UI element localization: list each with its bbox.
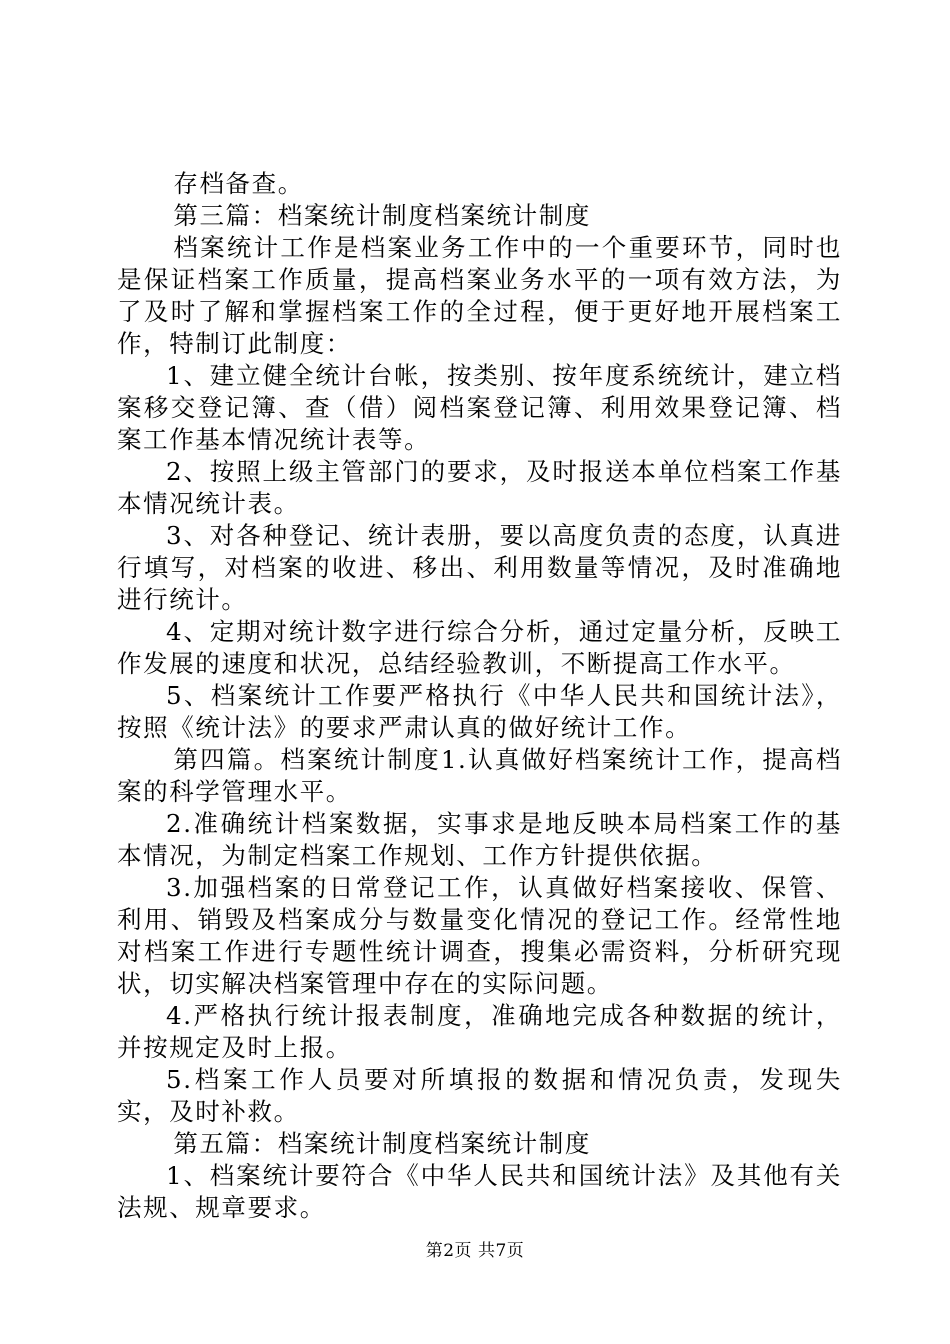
section-heading: 第五篇：档案统计制度档案统计制度 — [173, 1129, 591, 1158]
paragraph: 存档备查。 — [173, 169, 304, 198]
paragraph: 5、档案统计工作要严格执行《中华人民共和国统计法》，按照《统计法》的要求严肃认真的做好统计工作。 — [117, 681, 842, 742]
document-body — [0, 168, 950, 1224]
page-footer: 第2页 共7页 — [425, 1241, 525, 1261]
paragraph: 2.准确统计档案数据，实事求是地反映本局档案工作的基本情况，为制定档案工作规划、工作方针提供依据。 — [117, 809, 842, 870]
paragraph: 档案统计工作是档案业务工作中的一个重要环节，同时也是保证档案工作质量，提高档案业务水平的一项有效方法，为了及时了解和掌握档案工作的全过程，便于更好地开展档案工作，特制订此制度： — [117, 233, 842, 358]
section-heading: 第四篇。档案统计制度1.认真做好档案统计工作，提高档案的科学管理水平。 — [117, 745, 842, 806]
section-heading: 第三篇：档案统计制度档案统计制度 — [173, 201, 591, 230]
paragraph: 3、对各种登记、统计表册，要以高度负责的态度，认真进行填写，对档案的收进、移出、利用数量等情况，及时准确地进行统计。 — [117, 521, 842, 614]
paragraph: 1、档案统计要符合《中华人民共和国统计法》及其他有关法规、规章要求。 — [117, 1161, 842, 1222]
paragraph: 2、按照上级主管部门的要求，及时报送本单位档案工作基本情况统计表。 — [117, 457, 842, 518]
paragraph: 5.档案工作人员要对所填报的数据和情况负责，发现失实，及时补救。 — [117, 1065, 842, 1126]
paragraph: 1、建立健全统计台帐，按类别、按年度系统统计，建立档案移交登记簿、查（借）阅档案登记簿、利用效果登记簿、档案工作基本情况统计表等。 — [117, 361, 842, 454]
paragraph: 3.加强档案的日常登记工作，认真做好档案接收、保管、利用、销毁及档案成分与数量变化情况的登记工作。经常性地对档案工作进行专题性统计调查，搜集必需资料，分析研究现状，切实解决档案管理中存在的实际问题。 — [117, 873, 842, 998]
paragraph: 4.严格执行统计报表制度，准确地完成各种数据的统计，并按规定及时上报。 — [117, 1001, 842, 1062]
paragraph: 4、定期对统计数字进行综合分析，通过定量分析，反映工作发展的速度和状况，总结经验教训，不断提高工作水平。 — [117, 617, 842, 678]
